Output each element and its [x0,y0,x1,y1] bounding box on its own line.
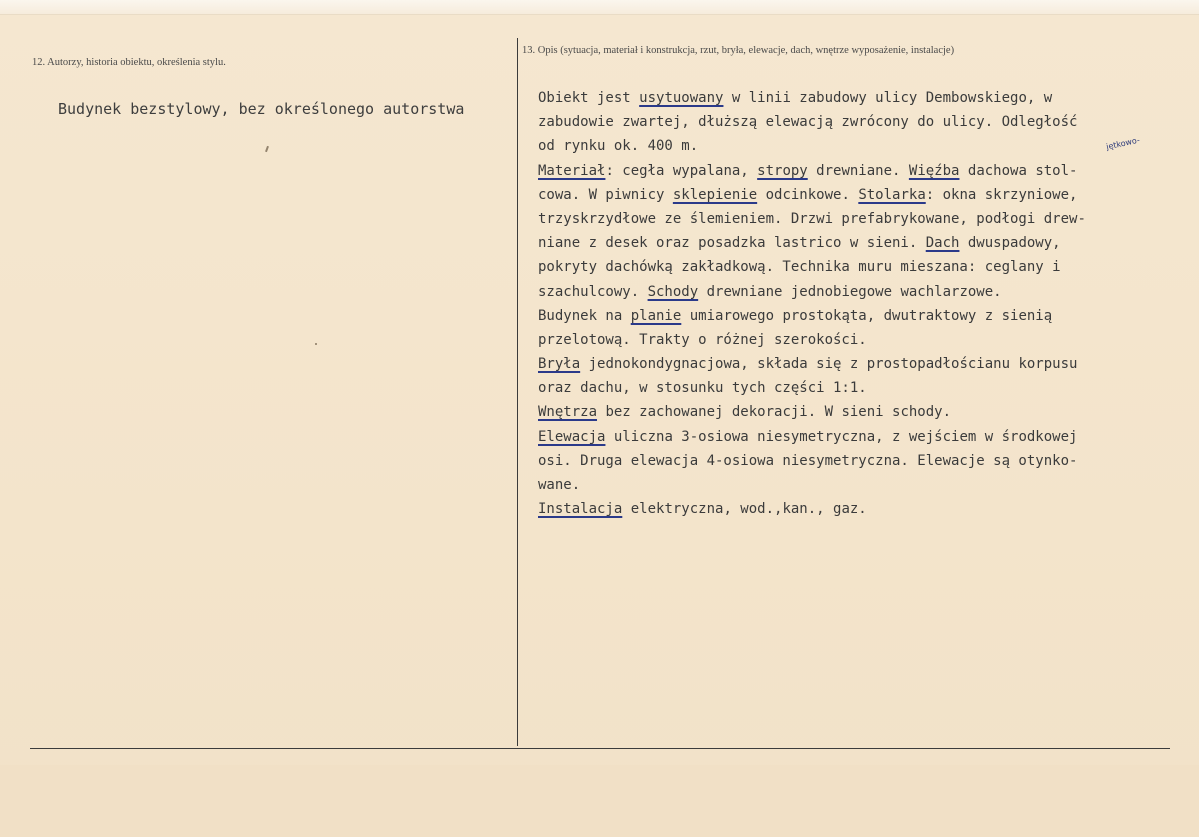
text-segment: pokryty dachówką zakładkową. Technika muru mieszana: ceglany i [538,259,1061,276]
text-segment: umiarowego prostokąta, dwutraktowy z sienią [681,307,1053,324]
description-line [538,352,1188,376]
underlined-term: Materiał [538,162,606,179]
description-line [538,255,1188,279]
section-12-text: Budynek bezstylowy, bez określonego autorstwa [58,100,465,118]
underlined-term: sklepienie [672,186,758,203]
text-segment: przelotową. Trakty o różnej szerokości. [538,331,867,348]
description-line [538,449,1188,473]
description-line [538,328,1188,352]
underlined-term: Dach [925,235,960,252]
section-13-description [538,86,1188,521]
underlined-term: Więźba [908,162,960,179]
text-segment: drewniane. [807,162,909,179]
description-line [538,473,1188,497]
text-segment: jednokondygnacjowa, składa się z prostopadłościanu korpusu [580,356,1078,373]
bottom-rule [30,748,1170,749]
description-line [538,376,1188,400]
text-segment: osi. Druga elewacja 4-osiowa niesymetryczna. Elewacje są otynko- [538,452,1078,469]
text-segment: Obiekt jest [538,90,640,106]
section-12-label: 12. Autorzy, historia obiektu, określenia stylu. [32,57,226,68]
underlined-term: Stolarka [858,186,926,203]
text-segment: trzyskrzydłowe ze ślemieniem. Drzwi prefabrykowane, podłogi drew- [538,210,1086,227]
text-segment: uliczna 3-osiowa niesymetryczna, z wejściem w środkowej [605,428,1078,445]
underlined-term: planie [630,307,682,324]
text-segment: : okna skrzyniowe, [925,186,1078,203]
paper-speck [315,343,317,345]
underlined-term: Wnętrza [538,404,598,421]
description-line [538,207,1188,231]
underlined-term: Schody [647,283,699,300]
text-segment: Budynek na [538,307,631,324]
text-segment: odcinkowe. [757,186,859,203]
underlined-term: Bryła [538,356,581,373]
description-line [538,110,1188,134]
section-13-label: 13. Opis (sytuacja, materiał i konstrukcja, rzut, bryła, elewacje, dach, wnętrze wyposażenie, instalacje) [522,45,955,56]
text-segment: elektryczna, wod.,kan., gaz. [622,501,867,518]
underlined-term: usytuowany [639,90,724,106]
description-line [538,497,1188,521]
text-segment: bez zachowanej dekoracji. W sieni schody. [597,404,952,421]
underlined-term: Instalacja [538,501,623,518]
text-segment: szachulcowy. [538,283,648,300]
paper-speck [265,146,269,152]
handwritten-margin-note: jętkowo- [1105,135,1141,152]
paper-bottom-margin [0,765,1199,837]
description-line [538,400,1188,424]
description-line [538,304,1188,328]
text-segment: cowa. W piwnicy [538,186,673,203]
text-segment: oraz dachu, w stosunku tych części 1:1. [538,380,867,397]
text-segment: dachowa stol- [959,162,1078,179]
description-line [538,86,1188,110]
description-line [538,425,1188,449]
paper-top-edge [0,0,1199,15]
text-segment: dwuspadowy, [959,235,1061,252]
description-line [538,280,1188,304]
description-line [538,183,1188,207]
text-segment: zabudowie zwartej, dłuższą elewacją zwrócony do ulicy. Odległość [538,114,1078,131]
underlined-term: Elewacja [538,428,606,445]
column-divider [517,38,518,746]
text-segment: drewniane jednobiegowe wachlarzowe. [698,283,1002,300]
text-segment: : cegła wypalana, [605,162,758,179]
text-segment: od rynku ok. 400 m. [538,138,699,155]
text-segment: w linii zabudowy ulicy Dembowskiego, w [723,90,1053,106]
text-segment: wane. [538,477,581,493]
description-line [538,159,1188,183]
underlined-term: stropy [757,162,808,179]
description-line [538,134,1188,158]
description-line [538,231,1188,255]
text-segment: niane z desek oraz posadzka lastrico w sieni. [538,235,926,252]
